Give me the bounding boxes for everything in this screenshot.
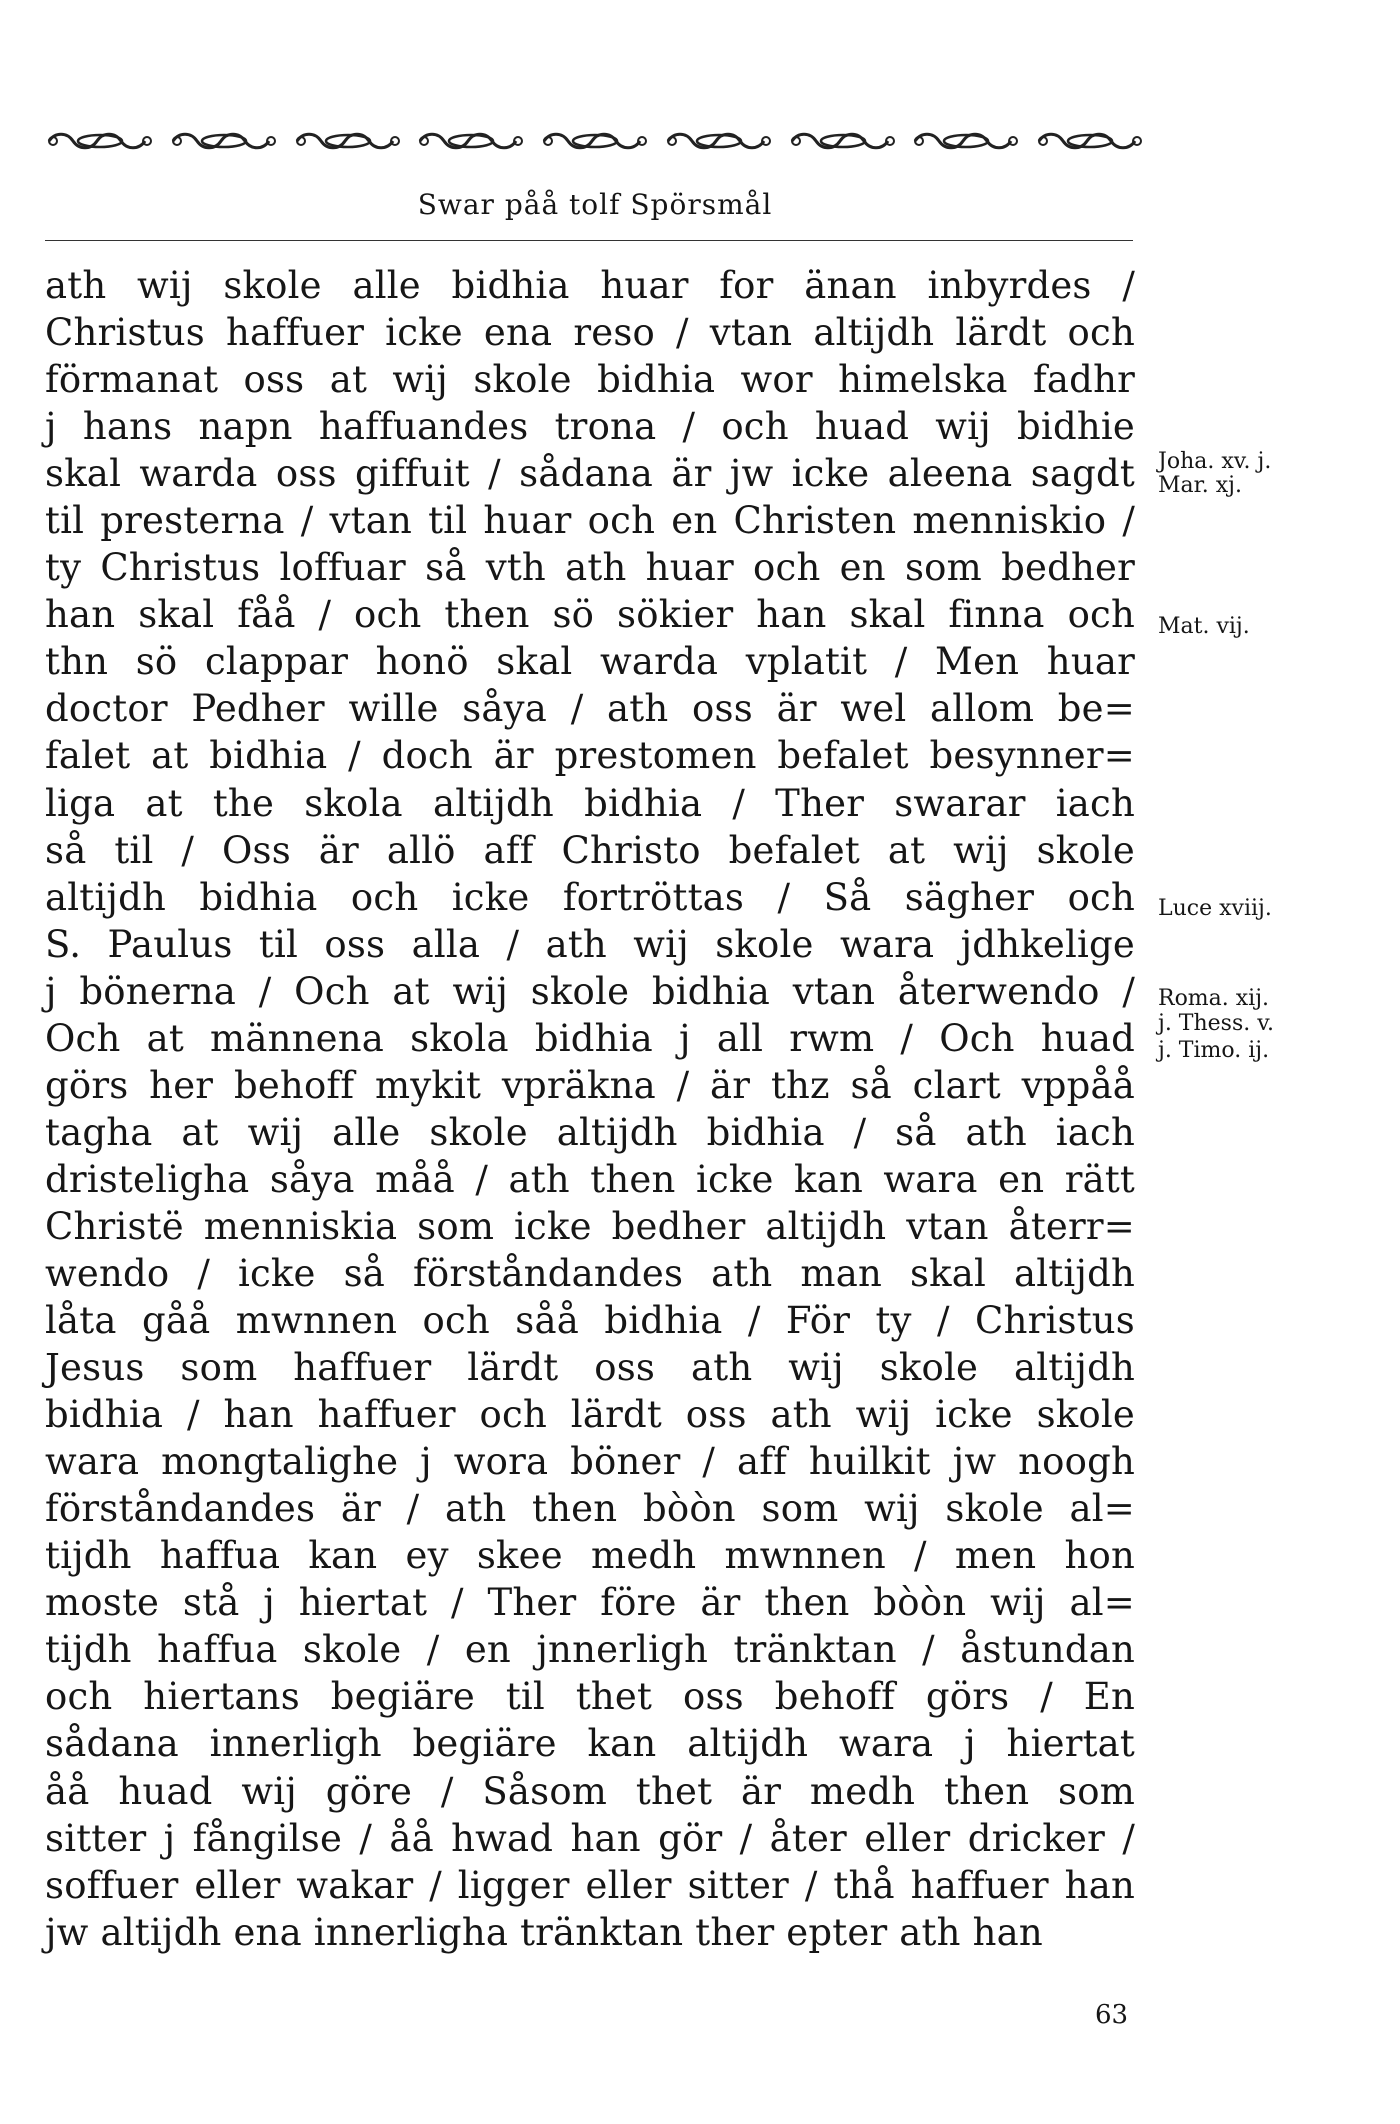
ornament-icon — [664, 130, 774, 152]
text-line: han skal fåå / och then sö sökier han skal finna och — [45, 593, 1135, 637]
text-line: jw altijdh ena innerligha tränktan ther epter ath han — [45, 1910, 1043, 1954]
text-line: förmanat oss at wij skole bidhia wor himelska fadhr — [45, 358, 1135, 402]
margin-note: Luce xviij. — [1158, 896, 1272, 921]
text-line: så til / Oss är allö aff Christo befalet at wij skole — [45, 828, 1135, 872]
text-line: Och at männena skola bidhia j all rwm / Och huad — [45, 1016, 1135, 1060]
text-line: görs her behoff mykit vpräkna / är thz så clart vppåå — [45, 1063, 1135, 1107]
text-line: til presterna / vtan til huar och en Christen menniskio / — [45, 499, 1135, 543]
ornament-icon — [540, 130, 650, 152]
text-line: moste stå j hiertat / Ther före är then bòòn wij al= — [45, 1581, 1135, 1625]
header-ornament — [45, 130, 1145, 152]
text-line: låta gåå mwnnen och såå bidhia / För ty / Christus — [45, 1299, 1135, 1343]
text-line: wendo / icke så förståndandes ath man skal altijdh — [45, 1251, 1135, 1295]
text-line: doctor Pedher wille såya / ath oss är wel allom be= — [45, 687, 1135, 731]
ornament-icon — [788, 130, 898, 152]
text-line: Christë menniskia som icke bedher altijdh vtan återr= — [45, 1204, 1135, 1248]
text-line: liga at the skola altijdh bidhia / Ther swarar iach — [45, 781, 1135, 825]
text-line: ath wij skole alle bidhia huar for änan inbyrdes / — [45, 264, 1135, 307]
text-line: skal warda oss giffuit / sådana är jw icke aleena sagdt — [45, 452, 1135, 496]
ornament-icon — [169, 130, 279, 152]
ornament-icon — [911, 130, 1021, 152]
page-number: 63 — [1095, 2000, 1129, 2030]
margin-note: Joha. xv. j. — [1158, 449, 1272, 474]
margin-note: j. Thess. v. — [1158, 1011, 1275, 1036]
text-line: förståndandes är / ath then bòòn som wij skole al= — [45, 1487, 1135, 1531]
text-line: S. Paulus til oss alla / ath wij skole wara jdhkelige — [45, 922, 1135, 966]
margin-note: Roma. xij. — [1158, 986, 1270, 1011]
text-line: thn sö clappar honö skal warda vplatit / Men huar — [45, 640, 1135, 684]
text-line: åå huad wij göre / Såsom thet är medh then som — [45, 1769, 1135, 1813]
ornament-icon — [1035, 130, 1145, 152]
text-line: altijdh bidhia och icke fortröttas / Så sägher och — [45, 875, 1135, 919]
text-line: sitter j fångilse / åå hwad han gör / åter eller dricker / — [45, 1816, 1135, 1860]
text-line: ty Christus loffuar så vth ath huar och en som bedher — [45, 546, 1135, 590]
ornament-icon — [293, 130, 403, 152]
text-line: j bönerna / Och at wij skole bidhia vtan återwendo / — [45, 969, 1135, 1013]
text-line: dristeligha såya måå / ath then icke kan wara en rätt — [45, 1157, 1135, 1201]
text-line: tagha at wij alle skole altijdh bidhia / så ath iach — [45, 1110, 1135, 1154]
text-line: och hiertans begiäre til thet oss behoff görs / En — [45, 1675, 1135, 1719]
margin-note: Mat. vij. — [1158, 614, 1250, 639]
text-line: falet at bidhia / doch är prestomen befalet besynner= — [45, 734, 1135, 778]
ornament-icon — [416, 130, 526, 152]
text-line: soffuer eller wakar / ligger eller sitter / thå haffuer han — [45, 1863, 1135, 1907]
text-line: tijdh haffua kan ey skee medh mwnnen / men hon — [45, 1534, 1135, 1578]
ornament-icon — [45, 130, 155, 152]
margin-note: j. Timo. ij. — [1158, 1038, 1270, 1063]
body-text — [45, 262, 1135, 1956]
text-line: tijdh haffua skole / en jnnerligh tränktan / åstundan — [45, 1628, 1135, 1672]
running-head: Swar påå tolf Spörsmål — [417, 188, 773, 221]
text-line: Jesus som haffuer lärdt oss ath wij skole altijdh — [45, 1346, 1135, 1390]
text-line: j hans napn haffuandes trona / och huad wij bidhie — [45, 405, 1135, 449]
text-line: wara mongtalighe j wora böner / aff huilkit jw noogh — [45, 1440, 1135, 1484]
text-line: sådana innerligh begiäre kan altijdh wara j hiertat — [45, 1722, 1135, 1766]
text-line: Christus haffuer icke ena reso / vtan altijdh lärdt och — [45, 311, 1135, 355]
header-rule — [45, 240, 1133, 241]
text-line: bidhia / han haffuer och lärdt oss ath wij icke skole — [45, 1393, 1135, 1437]
margin-note: Mar. xj. — [1158, 473, 1242, 498]
